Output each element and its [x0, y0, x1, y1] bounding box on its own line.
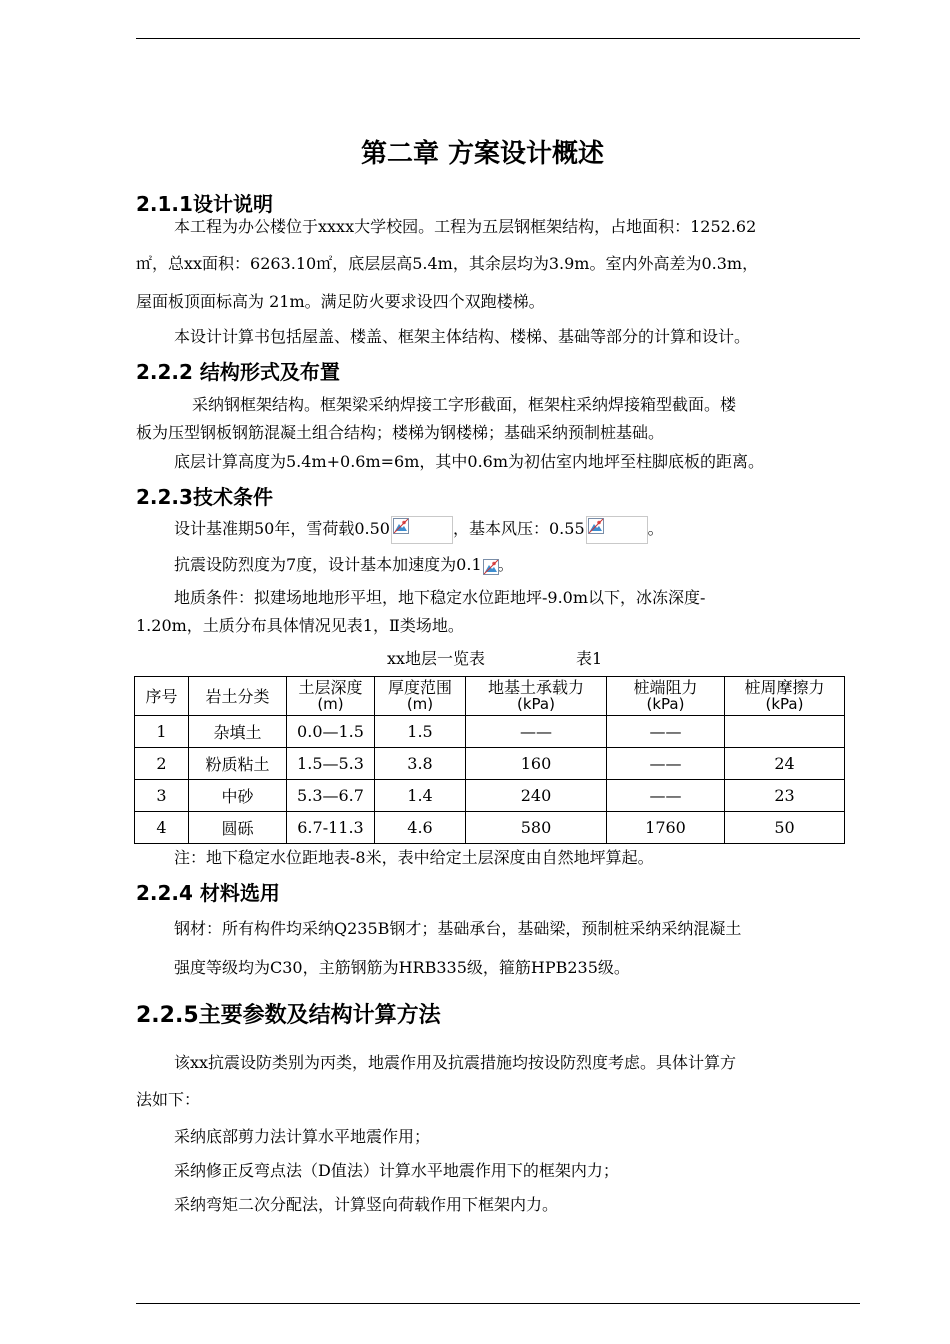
table-number: 表1 — [576, 649, 603, 668]
paragraph-line: 底层计算高度为5.4m+0.6m=6m，其中0.6m为初估室内地坪至柱脚底板的距离。 — [174, 452, 765, 471]
paragraph-line: 本设计计算书包括屋盖、楼盖、框架主体结构、楼梯、基础等部分的计算和设计。 — [174, 327, 751, 346]
table-row — [135, 748, 845, 780]
table-cell: 6.7-11.3 — [287, 812, 375, 844]
paragraph-line: 采纳底部剪力法计算水平地震作用； — [174, 1127, 431, 1146]
section-heading-2-2-2: 2.2.2 结构形式及布置 — [136, 360, 340, 384]
section-heading-2-2-4: 2.2.4 材料选用 — [136, 881, 280, 905]
chapter-title: 第二章 方案设计概述 — [361, 139, 605, 169]
technical-line-seismic — [174, 552, 514, 575]
column-header: 序号 — [135, 677, 189, 716]
column-header: 桩周摩擦力 (kPa) — [725, 677, 845, 716]
table-cell: 1 — [135, 716, 189, 748]
table-cell: 580 — [466, 812, 607, 844]
table-cell: 24 — [725, 748, 845, 780]
table-cell: 1.4 — [375, 780, 466, 812]
line-end-period: 。 — [647, 519, 664, 538]
paragraph-line: 地质条件：拟建场地地形平坦，地下稳定水位距地坪-9.0m以下，冰冻深度- — [174, 588, 706, 607]
footer-rule — [136, 1303, 860, 1304]
column-header: 厚度范围 (m) — [375, 677, 466, 716]
header-rule — [136, 38, 860, 39]
table-cell: 中砂 — [189, 780, 287, 812]
table-cell: —— — [607, 748, 725, 780]
table-cell — [725, 716, 845, 748]
column-header: 桩端阻力 (kPa) — [607, 677, 725, 716]
table-cell: 3.8 — [375, 748, 466, 780]
table-cell: 4 — [135, 812, 189, 844]
line-end-period: 。 — [497, 555, 514, 574]
table-cell: —— — [607, 780, 725, 812]
table-cell: 50 — [725, 812, 845, 844]
table-cell: 5.3—6.7 — [287, 780, 375, 812]
paragraph-line: 屋面板顶面标高为 21m。满足防火要求设四个双跑楼梯。 — [136, 292, 545, 311]
table-cell: 160 — [466, 748, 607, 780]
broken-image-frame — [586, 516, 648, 544]
table-cell: 杂填土 — [189, 716, 287, 748]
table-row — [135, 716, 845, 748]
table-cell: —— — [466, 716, 607, 748]
wind-pressure-text: ，基本风压：0.55 — [453, 519, 585, 538]
table-cell: 3 — [135, 780, 189, 812]
seismic-text: 抗震设防烈度为7度，设计基本加速度为0.1 — [174, 555, 482, 574]
paragraph-line: 该xx抗震设防类别为丙类，地震作用及抗震措施均按设防烈度考虑。具体计算方 — [174, 1053, 737, 1072]
paragraph-line: 采纳弯矩二次分配法，计算竖向荷载作用下框架内力。 — [174, 1195, 559, 1214]
column-header: 岩土分类 — [189, 677, 287, 716]
table-cell: 1.5 — [375, 716, 466, 748]
table-cell: 4.6 — [375, 812, 466, 844]
table-row — [135, 780, 845, 812]
paragraph-line: 钢材：所有构件均采纳Q235B钢才；基础承台，基础梁，预制桩采纳采纳混凝土 — [174, 919, 742, 938]
section-heading-2-1-1: 2.1.1设计说明 — [136, 192, 273, 216]
paragraph-line: 板为压型钢板钢筋混凝土组合结构；楼梯为钢楼梯；基础采纳预制桩基础。 — [136, 423, 665, 442]
table-cell: 圆砾 — [189, 812, 287, 844]
broken-image-icon — [483, 559, 499, 575]
table-note: 注：地下稳定水位距地表-8米，表中给定土层深度由自然地坪算起。 — [174, 848, 654, 867]
table-cell: 240 — [466, 780, 607, 812]
table-caption: xx地层一览表 — [387, 649, 486, 668]
table-cell: —— — [607, 716, 725, 748]
column-header: 地基土承载力 (kPa) — [466, 677, 607, 716]
table-row — [135, 812, 845, 844]
broken-image-icon — [588, 518, 604, 534]
broken-image-frame — [391, 516, 453, 544]
section-heading-2-2-3: 2.2.3技术条件 — [136, 485, 273, 509]
table-cell: 1760 — [607, 812, 725, 844]
column-header: 土层深度 (m) — [287, 677, 375, 716]
table-cell: 2 — [135, 748, 189, 780]
snow-load-text: 设计基准期50年，雪荷载0.50 — [174, 519, 390, 538]
table-cell: 1.5—5.3 — [287, 748, 375, 780]
technical-line-snow-wind — [174, 515, 664, 544]
table-header-row — [135, 677, 845, 716]
paragraph-line: 采纳钢框架结构。框架梁采纳焊接工字形截面，框架柱采纳焊接箱型截面。楼 — [192, 395, 737, 414]
table-cell: 0.0—1.5 — [287, 716, 375, 748]
section-heading-2-2-5: 2.2.5主要参数及结构计算方法 — [136, 1003, 441, 1028]
paragraph-line: 本工程为办公楼位于xxxx大学校园。工程为五层钢框架结构，占地面积：1252.62 — [174, 217, 757, 236]
paragraph-line: 1.20m，土质分布具体情况见表1，Ⅱ类场地。 — [136, 616, 464, 635]
paragraph-line: 采纳修正反弯点法（D值法）计算水平地震作用下的框架内力； — [174, 1161, 619, 1180]
paragraph-line: 法如下： — [136, 1090, 201, 1109]
broken-image-icon — [393, 518, 409, 534]
paragraph-line: ㎡，总xx面积：6263.10㎡，底层层高5.4m，其余层均为3.9m。室内外高差为0.3m， — [136, 254, 759, 273]
paragraph-line: 强度等级均为C30，主筋钢筋为HRB335级，箍筋HPB235级。 — [174, 958, 630, 977]
table-cell: 粉质粘土 — [189, 748, 287, 780]
soil-layer-table — [134, 676, 845, 844]
table-cell: 23 — [725, 780, 845, 812]
